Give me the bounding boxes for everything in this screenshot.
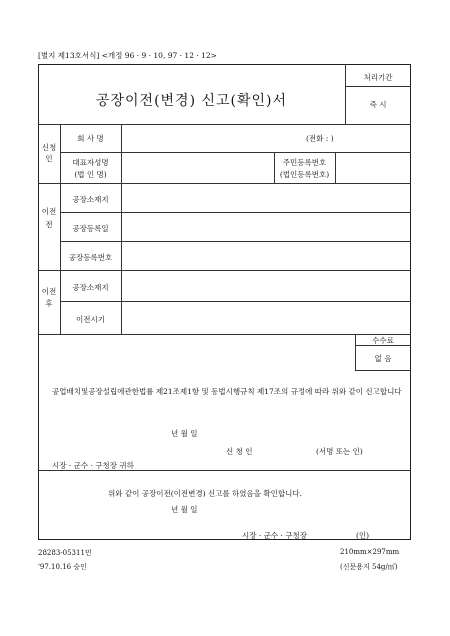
phone-label: (전화 : ) — [306, 134, 334, 143]
processing-period-label: 처리기간 — [363, 73, 393, 82]
representative-label: 대표자성명 — [72, 158, 109, 167]
confirming-official: 시장 · 군수 · 구청장 — [242, 531, 308, 540]
corporate-number-label: (법인등록번호) — [279, 170, 330, 179]
processing-period-value: 즉 시 — [369, 100, 387, 109]
resident-number-label: 주민등록번호 — [282, 158, 327, 167]
form-code: 28283-05311민 — [38, 549, 92, 557]
form-number-label: [별지 제13호서식] <개정 96 · 9 · 10, 97 · 12 · 12> — [38, 51, 217, 60]
applicant-group-label: 신청인 — [41, 143, 57, 163]
declaration-statement: 공업배치및공장설립에관한법률 제21조제1항 및 동법시행규칙 제17조의 규정에 따라 위와 같이 신고합니다 — [52, 387, 402, 396]
registration-number-label: 공장등록번호 — [68, 253, 113, 262]
fee-label: 수수료 — [372, 336, 394, 345]
before-location-label: 공장소재지 — [72, 195, 109, 204]
after-location-label: 공장소재지 — [72, 283, 109, 292]
confirmation-date: 년 월 일 — [171, 505, 198, 514]
official-seal-label: (인) — [356, 531, 370, 540]
after-group-label: 이전후 — [41, 287, 57, 308]
approval-date: '97.10.16 승인 — [38, 563, 87, 571]
paper-size: 210mm×297mm — [340, 548, 400, 556]
form-title: 공장이전(변경) 신고(확인)서 — [95, 93, 288, 109]
addressee: 시장 · 군수 · 구청장 귀하 — [52, 461, 134, 470]
representative-sub-label: (법 인 명) — [74, 170, 107, 179]
declaration-date: 년 월 일 — [171, 429, 198, 438]
registration-date-label: 공장등록일 — [72, 224, 109, 233]
sign-note: (서명 또는 인) — [316, 447, 363, 456]
fee-value: 없 음 — [374, 354, 392, 363]
confirmation-statement: 위와 같이 공장이전(이전변경) 신고를 하였음을 확인합니다. — [108, 489, 303, 498]
company-name-label: 회 사 명 — [77, 134, 104, 143]
before-group-label: 이전전 — [41, 207, 57, 229]
paper-type: (신문용지 54g/㎡) — [340, 563, 398, 571]
applicant-sign-label: 신 청 인 — [226, 447, 253, 456]
relocation-time-label: 이전시기 — [76, 315, 105, 324]
